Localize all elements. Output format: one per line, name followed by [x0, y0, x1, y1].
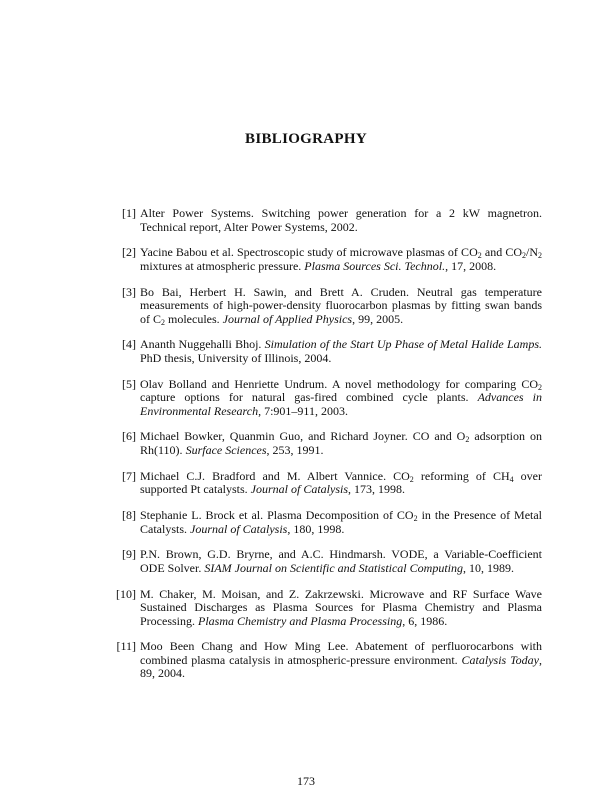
entry-label: [5]	[122, 376, 136, 391]
subscript: 2	[409, 474, 414, 484]
entry-text: , 10, 1989.	[462, 560, 514, 575]
subscript: 2	[522, 251, 527, 261]
entry-text: Moo Been Chang and How Ming Lee. Abatement of perfluorocarbons with combined plasma catalysis in atmospheric-pressure environment.	[140, 639, 542, 667]
entry-text: adsorption on Rh(110).	[140, 429, 542, 457]
entry-venue: Plasma Chemistry and Plasma Processing	[198, 613, 403, 628]
bibliography-entry	[108, 640, 542, 681]
subscript: 2	[538, 251, 543, 261]
subscript: 2	[413, 514, 418, 524]
entry-venue: SIAM Journal on Scientific and Statistical Computing	[204, 560, 463, 575]
entry-text: , 17, 2008.	[445, 258, 497, 273]
entry-text: capture options for natural gas-fired combined cycle plants.	[140, 390, 478, 405]
entry-text: Michael Bowker, Quanmin Guo, and Richard Joyner. CO and O	[140, 429, 466, 444]
subscript: 2	[477, 251, 482, 261]
bibliography-entry	[108, 430, 542, 457]
entry-label: [4]	[122, 337, 136, 352]
entry-text: Ananth Nuggehalli Bhoj.	[140, 337, 265, 352]
entry-label: [8]	[122, 508, 136, 523]
entry-text: , 99, 2005.	[352, 311, 404, 326]
entry-text: Bo Bai, Herbert H. Sawin, and Brett A. Cruden. Neutral gas temperature measurements of high-power-density fluorocarbon plasmas by fitting swan bands of C	[140, 284, 542, 326]
entry-text: , 7:901–911, 2003.	[258, 403, 348, 418]
entry-text: P.N. Brown, G.D. Bryrne, and A.C. Hindmarsh. VODE, a Variable-Coefficient ODE Solver.	[140, 547, 542, 575]
entry-text: M. Chaker, M. Moisan, and Z. Zakrzewski. Microwave and RF Surface Wave Sustained Discharges as Plasma Sources for Plasma Chemistry and Plasma Processing.	[140, 586, 542, 628]
entry-text: reforming of CH	[413, 468, 510, 483]
entry-text: , 6, 1986.	[402, 613, 448, 628]
bibliography-entry	[108, 378, 542, 419]
bibliography-entry	[108, 470, 542, 497]
entry-label: [3]	[122, 284, 136, 299]
bibliography-entry	[108, 588, 542, 629]
bibliography-entry	[108, 246, 542, 273]
entry-text: over supported Pt catalysts.	[140, 468, 543, 497]
entry-text: Yacine Babou et al. Spectroscopic study of microwave plasmas of CO	[140, 245, 478, 260]
entry-text: molecules.	[165, 311, 223, 326]
entry-venue: Simulation of the Start Up Phase of Metal Halide Lamps.	[264, 337, 542, 352]
entry-label: [10]	[116, 586, 136, 601]
subscript: 2	[161, 317, 165, 327]
entry-venue: Plasma Sources Sci. Technol.	[304, 258, 446, 273]
subscript: 2	[465, 435, 470, 445]
entry-text: , 89, 2004.	[140, 652, 542, 681]
entry-text: , 173, 1998.	[348, 482, 405, 497]
entry-venue: Catalysis Today	[461, 652, 539, 667]
entry-text: and CO	[481, 245, 523, 260]
bibliography-list	[108, 207, 542, 693]
entry-text: PhD thesis, University of Illinois, 2004.	[140, 350, 332, 365]
subscript: 2	[538, 382, 542, 392]
entry-venue: Advances in Environmental Research	[140, 390, 542, 418]
entry-text: Alter Power Systems. Switching power generation for a 2 kW magnetron. Technical report, Alter Power Systems, 2002.	[140, 206, 542, 234]
bibliography-entry	[108, 286, 542, 327]
entry-text: , 180, 1998.	[287, 521, 345, 536]
entry-text: Michael C.J. Bradford and M. Albert Vannice. CO	[140, 468, 410, 483]
bibliography-entry	[108, 509, 542, 536]
entry-venue: Journal of Catalysis	[250, 482, 348, 497]
bibliography-heading: BIBLIOGRAPHY	[245, 131, 367, 147]
entry-venue: Journal of Applied Physics	[222, 311, 353, 326]
entry-text: /N	[526, 245, 539, 260]
entry-text: in the Presence of Metal Catalysts.	[140, 508, 543, 536]
bibliography-entry	[108, 548, 542, 575]
entry-label: [7]	[122, 468, 136, 483]
entry-text: , 253, 1991.	[266, 442, 324, 457]
subscript: 4	[509, 474, 514, 484]
entry-label: [2]	[122, 245, 136, 260]
entry-label: [11]	[116, 639, 136, 654]
page-number: 173	[297, 774, 315, 788]
entry-text: Stephanie L. Brock et al. Plasma Decomposition of CO	[140, 508, 414, 523]
entry-label: [6]	[122, 429, 136, 444]
bibliography-entry	[108, 338, 542, 365]
entry-label: [1]	[122, 206, 136, 220]
entry-venue: Surface Sciences	[185, 442, 267, 457]
entry-label: [9]	[122, 547, 136, 562]
entry-text: mixtures at atmospheric pressure.	[140, 258, 305, 273]
bibliography-entry	[108, 207, 542, 234]
entry-text: Olav Bolland and Henriette Undrum. A novel methodology for comparing CO	[140, 376, 538, 391]
entry-venue: Journal of Catalysis	[190, 521, 288, 536]
